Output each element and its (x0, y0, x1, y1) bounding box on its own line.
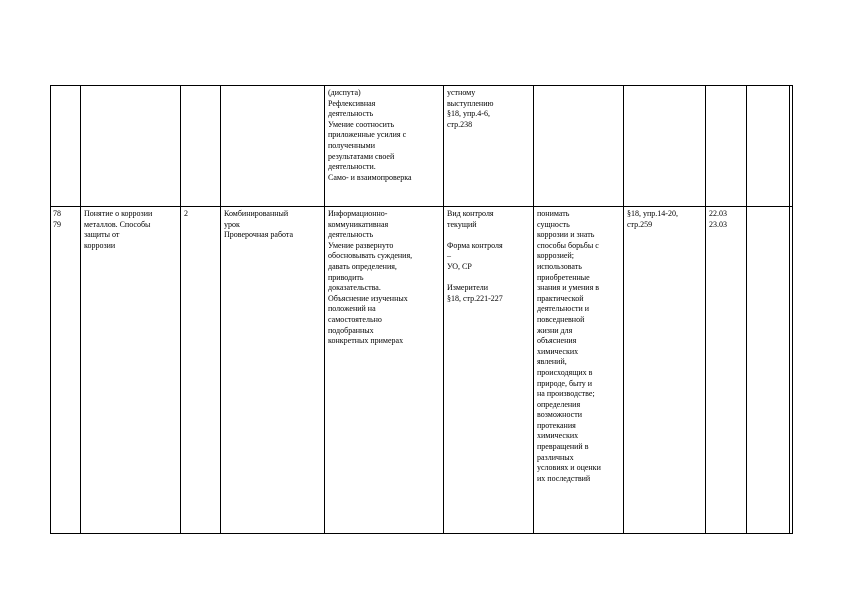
text-line: выступлению (447, 98, 494, 108)
cell-topic (81, 86, 181, 207)
text-line: протекания (537, 420, 576, 430)
text-line: Рефлексивная (328, 98, 376, 108)
cell-control (444, 207, 534, 534)
text-line: Умение развернуто (328, 240, 394, 250)
text-line: коррозии (84, 240, 116, 250)
text-line: стр.238 (447, 119, 473, 129)
text-line: природе, быту и (537, 378, 593, 388)
text-line: приобретенные (537, 272, 590, 282)
text-line: способы борьбы с (537, 240, 599, 250)
text-line: деятельности. (328, 162, 376, 172)
text-line: Комбинированный (224, 209, 289, 218)
text-line: превращений в (537, 442, 589, 452)
cell-number (51, 86, 81, 207)
text-line: практической (537, 293, 584, 303)
text-line: §18, упр.14-20, (627, 209, 678, 218)
text-line: Измерители (447, 283, 489, 293)
text-line: возможности (537, 410, 582, 420)
text-line: самостоятельно (328, 314, 382, 324)
text-line: §18, упр.4-6, (447, 109, 490, 119)
lesson-number: 79 (53, 219, 61, 229)
text-line: химических (537, 431, 579, 441)
cell-results (534, 86, 624, 207)
cell-activity (325, 207, 444, 534)
text-line: деятельность (328, 230, 374, 240)
spacer (447, 230, 530, 241)
cell-control (444, 86, 534, 207)
text-line: металлов. Способы (84, 219, 151, 229)
text-line: урок (224, 219, 240, 229)
text-line: положений на (328, 304, 376, 314)
text-line: §18, стр.221-227 (447, 293, 503, 303)
text-line: устному (447, 88, 476, 97)
text-line: коррозии и знать (537, 230, 595, 240)
text-line: деятельность (328, 109, 374, 119)
text-line: давать определения, (328, 261, 397, 271)
cell-hours (181, 207, 221, 534)
text-line: приводить (328, 272, 364, 282)
text-line: химических (537, 346, 579, 356)
cell-extra (790, 86, 793, 207)
text-line: защиты от (84, 230, 120, 240)
cell-homework (624, 86, 706, 207)
text-line: их последствий (537, 473, 591, 483)
text-line: полученными (328, 140, 376, 150)
hours-value: 2 (184, 209, 188, 218)
text-line: приложенные усилия с (328, 130, 407, 140)
text-line: деятельности и (537, 304, 590, 314)
table-row (51, 86, 793, 207)
cell-lesson-type (221, 207, 325, 534)
date-value: 23.03 (709, 219, 727, 229)
text-line: коммуникативная (328, 219, 389, 229)
text-line: коррозией; (537, 251, 574, 261)
cell-number (51, 207, 81, 534)
text-line: использовать (537, 261, 582, 271)
text-line: Понятие о коррозии (84, 209, 153, 218)
text-line: текущий (447, 219, 477, 229)
cell-hours (181, 86, 221, 207)
text-line: конкретных примерах (328, 336, 404, 346)
text-line: УО, СР (447, 261, 472, 271)
text-line: объяснения (537, 336, 577, 346)
cell-extra (790, 207, 793, 534)
text-line: явлений, (537, 357, 567, 367)
text-line: знания и умения в (537, 283, 600, 293)
text-line: результатами своей (328, 151, 395, 161)
cell-topic (81, 207, 181, 534)
lesson-number: 78 (53, 209, 61, 218)
text-line: условиях и оценки (537, 463, 601, 473)
text-line: Форма контроля (447, 240, 503, 250)
text-line: происходящих в (537, 367, 593, 377)
cell-date-plan (706, 207, 747, 534)
table-row (51, 207, 793, 534)
text-line: понимать (537, 209, 570, 218)
lesson-plan-table (50, 85, 793, 534)
text-line: Само- и взаимопроверка (328, 172, 412, 182)
text-line: подобранных (328, 325, 374, 335)
text-line: Проверочная работа (224, 230, 294, 240)
text-line: сущность (537, 219, 570, 229)
spacer (447, 273, 530, 284)
cell-date-fact (747, 207, 790, 534)
text-line: стр.259 (627, 219, 653, 229)
text-line: Умение соотносить (328, 119, 395, 129)
text-line: (диспута) (328, 88, 361, 97)
date-value: 22.03 (709, 209, 727, 218)
text-line: Информационно- (328, 209, 388, 218)
cell-date-plan (706, 86, 747, 207)
text-line: жизни для (537, 325, 573, 335)
text-line: доказательства. (328, 283, 381, 293)
cell-homework (624, 207, 706, 534)
text-line: определения (537, 399, 581, 409)
cell-date-fact (747, 86, 790, 207)
text-line: Вид контроля (447, 209, 494, 218)
text-line: обосновывать суждения, (328, 251, 413, 261)
text-line: различных (537, 452, 574, 462)
text-line: повседневной (537, 314, 585, 324)
cell-lesson-type (221, 86, 325, 207)
text-line: на производстве; (537, 389, 595, 399)
text-line: Объяснение изученных (328, 293, 408, 303)
cell-results (534, 207, 624, 534)
text-line: – (447, 251, 451, 261)
cell-activity (325, 86, 444, 207)
